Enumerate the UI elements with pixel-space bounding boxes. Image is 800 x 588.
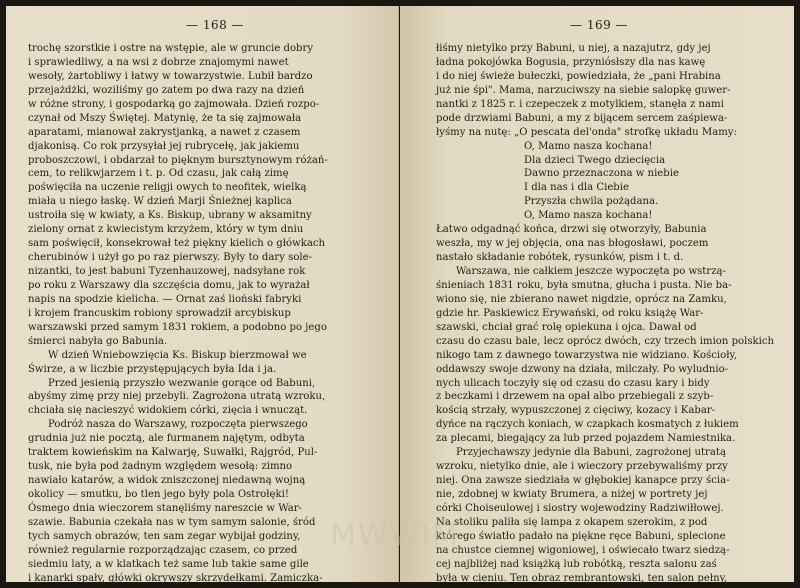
text-line: sam poświęcił, konsekrował też piękny kielich o główkach bbox=[28, 238, 326, 250]
text-line: Przed jesienią przyszło wezwanie gorące od Babuni, bbox=[48, 377, 316, 389]
text-line: była w cieniu. Ten obraz rembrantowski, ten salon pełny, bbox=[436, 572, 728, 584]
text-line: gdzie hr. Paskiewicz Erywański, od roku książę War- bbox=[436, 307, 704, 319]
text-line: nikogo tam z dawnego towarzystwa nie widziano. Kościoły, bbox=[436, 349, 738, 361]
text-line: tych samych obrazów, ten sam zegar wybijał godziny, bbox=[28, 530, 301, 542]
text-line: aparatami, mianował zakrystjanką, a nawet z czasem bbox=[28, 126, 301, 138]
text-line: i sprawiedliwy, a na wsi z dobrze znajomymi nawet bbox=[28, 56, 289, 68]
text-line: Łatwo odgadnąć końca, drzwi się otworzyły, Babunia bbox=[436, 224, 707, 236]
text-line: W dzień Wniebowzięcia Ks. Biskup bierzmował we bbox=[48, 349, 307, 361]
text-line: ładna pokojówka Bogusia, przyniósłszy dla nas kawę bbox=[436, 56, 706, 68]
text-line: traktem kowieńskim na Kalwarję, Suwałki, Rajgród, Pul- bbox=[28, 447, 318, 459]
text-line: z beczkami i drzewem na opał albo przebiegali z szyb- bbox=[436, 391, 714, 403]
text-line: łiśmy nietylko przy Babuni, u niej, a nazajutrz, gdy jej bbox=[436, 43, 711, 54]
text-line: szawski, chciał grać rolę opiekuna i ojca. Dawał od bbox=[436, 321, 697, 333]
text-line: wzroku, nietylko dnie, ale i wieczory przebywaliśmy przy bbox=[436, 461, 728, 473]
poem-line: Przyszła chwila pożądana. bbox=[524, 196, 659, 208]
left-page-number: — 168 — bbox=[186, 18, 245, 32]
text-line: siedmiu laty, a w klatkach też same lub takie same gile bbox=[28, 558, 309, 570]
text-line: już nie śpi". Mama, narzuciwszy na siebie salopkę guwer- bbox=[436, 84, 731, 96]
text-line: tusk, nie była pod żadnym względem wesołą: zimno bbox=[28, 461, 293, 473]
text-line: i krojem francuskim robiony sprowadził arcybiskup bbox=[28, 307, 291, 319]
text-line: napis na spodzie kielicha. — Ornat zaś lioński fabryki bbox=[28, 293, 302, 305]
text-line: miała u niego łaskę. W dzień Marji Śnieżnej kaplica bbox=[28, 196, 292, 208]
text-line: córki Choiseulowej i siostry wojewodziny Radziwiłłowej. bbox=[436, 502, 724, 514]
text-line: abyśmy zimę przy niej przebyli. Zagrożona utratą wzroku, bbox=[28, 391, 326, 403]
poem-line: O, Mamo nasza kochana! bbox=[524, 210, 653, 222]
text-line: Ósmego dnia wieczorem stanęliśmy nareszcie w War- bbox=[28, 502, 302, 514]
text-line: szawie. Babunia czekała nas w tym samym salonie, śród bbox=[28, 516, 316, 528]
poem-line: Dla dzieci Twego dziecięcia bbox=[524, 154, 666, 166]
text-line: okolicy — smutku, bo tlen jego były pola Ostrołęki! bbox=[28, 489, 289, 500]
text-line: Przyjechawszy jedynie dla Babuni, zagrożonej utratą bbox=[456, 447, 726, 459]
text-line: poświęciła na uczenie religji owych to neofitek, wielką bbox=[28, 182, 307, 194]
text-line: Podróż nasza do Warszawy, rozpoczęta pierwszego bbox=[48, 419, 308, 431]
left-page bbox=[6, 6, 399, 582]
right-page bbox=[330, 6, 794, 584]
text-line: grudnia już nie pocztą, ale furmanem najętym, odbyta bbox=[28, 433, 305, 445]
text-line: Świrze, a w liczbie przystępujących była Ida i ja. bbox=[28, 363, 277, 375]
text-line: czasu do czasu bale, lecz oprócz dwóch, czy trzech imion polskich bbox=[436, 335, 775, 347]
text-line: cherubinów i użył go po raz pierwszy. Były to dary sole- bbox=[28, 252, 313, 264]
text-line: również regularnie rozporządzając czasem, co przed bbox=[28, 544, 298, 556]
text-line: za plecami, biegający za lub przed pojazdem Namiestnika. bbox=[436, 433, 736, 445]
text-line: nawiało katarów, a widok zniszczonej niedawną wojną bbox=[28, 475, 306, 487]
text-line: i kanarki spały, główki okrywszy skrzydełkami. Zamiczka- bbox=[28, 572, 323, 584]
text-line: śmierci nabyła go Babunia. bbox=[28, 335, 168, 347]
right-page-number: — 169 — bbox=[570, 18, 629, 32]
left-page-text bbox=[28, 42, 383, 586]
text-line: nantki z 1825 r. i czepeczek z motylkiem, stanęła z nami bbox=[436, 98, 724, 110]
text-line: w różne strony, i gospodarką go zajmowała. Dzień rozpo- bbox=[28, 98, 320, 110]
text-line: nastało składanie robótek, rysunków, pism i t. d. bbox=[436, 252, 684, 264]
text-line: cem, to relikwjarzem i t. p. Od czasu, jak całą zimę bbox=[28, 168, 289, 180]
text-line: weszła, my w jej objęcia, ona nas błogosławi, poczem bbox=[436, 238, 709, 250]
text-line: przejażdżki, woziliśmy go zatem po dwa razy na dzień bbox=[28, 84, 305, 96]
text-line: cej najbliżej nad książką lub robótką, reszta salonu zaś bbox=[436, 558, 717, 570]
text-line: wesoły, żartobliwy i łatwy w towarzystwie. Lubił bardzo bbox=[28, 70, 313, 82]
text-line: nie, zdobnej w kwiaty Brumera, a niżej w portrety jej bbox=[436, 489, 708, 500]
text-line: śnieniach 1831 roku, była smutna, głucha i pusta. Nie ba- bbox=[436, 279, 732, 291]
text-line: proboszczowi, i obdarzał to pięknym bursztynowym różań- bbox=[28, 154, 328, 166]
text-line: nizantki, to jest babuni Tyzenhauzowej, nadsyłane rok bbox=[28, 266, 306, 277]
text-line: trochę szorstkie i ostre na wstępie, ale w gruncie dobry bbox=[28, 43, 314, 54]
poem-line: I dla nas i dla Ciebie bbox=[524, 182, 629, 194]
text-line: Na stoliku paliła się lampa z okapem szerokim, z pod bbox=[436, 516, 708, 528]
text-line: wiono się, nie zbierano nawet nigdzie, oprócz na Zamku, bbox=[436, 293, 727, 305]
watermark: MWWIM bbox=[330, 518, 460, 553]
text-line: ustroiła się w kwiaty, a Ks. Biskup, ubrany w aksamitny bbox=[28, 210, 312, 222]
text-line: dyńce na rączych koniach, w czapkach kosmatych z łukiem bbox=[436, 419, 739, 431]
poem-line: Dawno przeznaczona w niebie bbox=[524, 168, 679, 180]
text-line: zielony ornat z kwiecistym krzyżem, który w tym dniu bbox=[28, 224, 304, 236]
text-line: którego światło padało na piękne ręce Babuni, splecione bbox=[436, 530, 726, 542]
text-line: łyśmy na nutę: „O pescata del'onda" strofkę układu Mamy: bbox=[436, 126, 737, 138]
text-line: po roku z Warszawy dla szczęścia domu, jak to wyrażał bbox=[28, 279, 310, 291]
text-line: djakonisą. Co rok przysyłał jej rubrycełę, jak jakiemu bbox=[28, 140, 300, 152]
poem-line: O, Mamo nasza kochana! bbox=[524, 140, 653, 152]
text-line: Warszawa, nie całkiem jeszcze wypoczęta po wstrzą- bbox=[456, 266, 726, 277]
text-line: niej. Ona zawsze siedziała w głębokiej kanapce przy ścia- bbox=[436, 475, 730, 487]
text-line: na chustce ciemnej wigoniowej, i oświecało twarz siedzą- bbox=[436, 544, 730, 556]
text-line: oddawszy swoje dzwony na działa, milczały. Po wyludnio- bbox=[436, 363, 729, 375]
text-line: pode drzwiami Babuni, a my z bijącem sercem zaśpiewa- bbox=[436, 112, 728, 124]
text-line: chciała się nacieszyć widokiem córki, zięcia i wnucząt. bbox=[28, 405, 308, 417]
text-line: czynał od Mszy Świętej. Matynię, że ta się zajmowała bbox=[28, 112, 302, 124]
text-line: kością strzały, wypuszczonej z cięciwy, kozacy i Kabar- bbox=[436, 405, 716, 417]
text-line: nych ulicach toczyły się od czasu do czasu kary i bidy bbox=[436, 377, 710, 389]
text-line: i do niej świeże bułeczki, powiedziała, że „pani Hrabina bbox=[436, 70, 721, 82]
right-page-text bbox=[436, 42, 781, 586]
text-line: warszawski przed samym 1831 rokiem, a podobno po jego bbox=[28, 321, 327, 333]
